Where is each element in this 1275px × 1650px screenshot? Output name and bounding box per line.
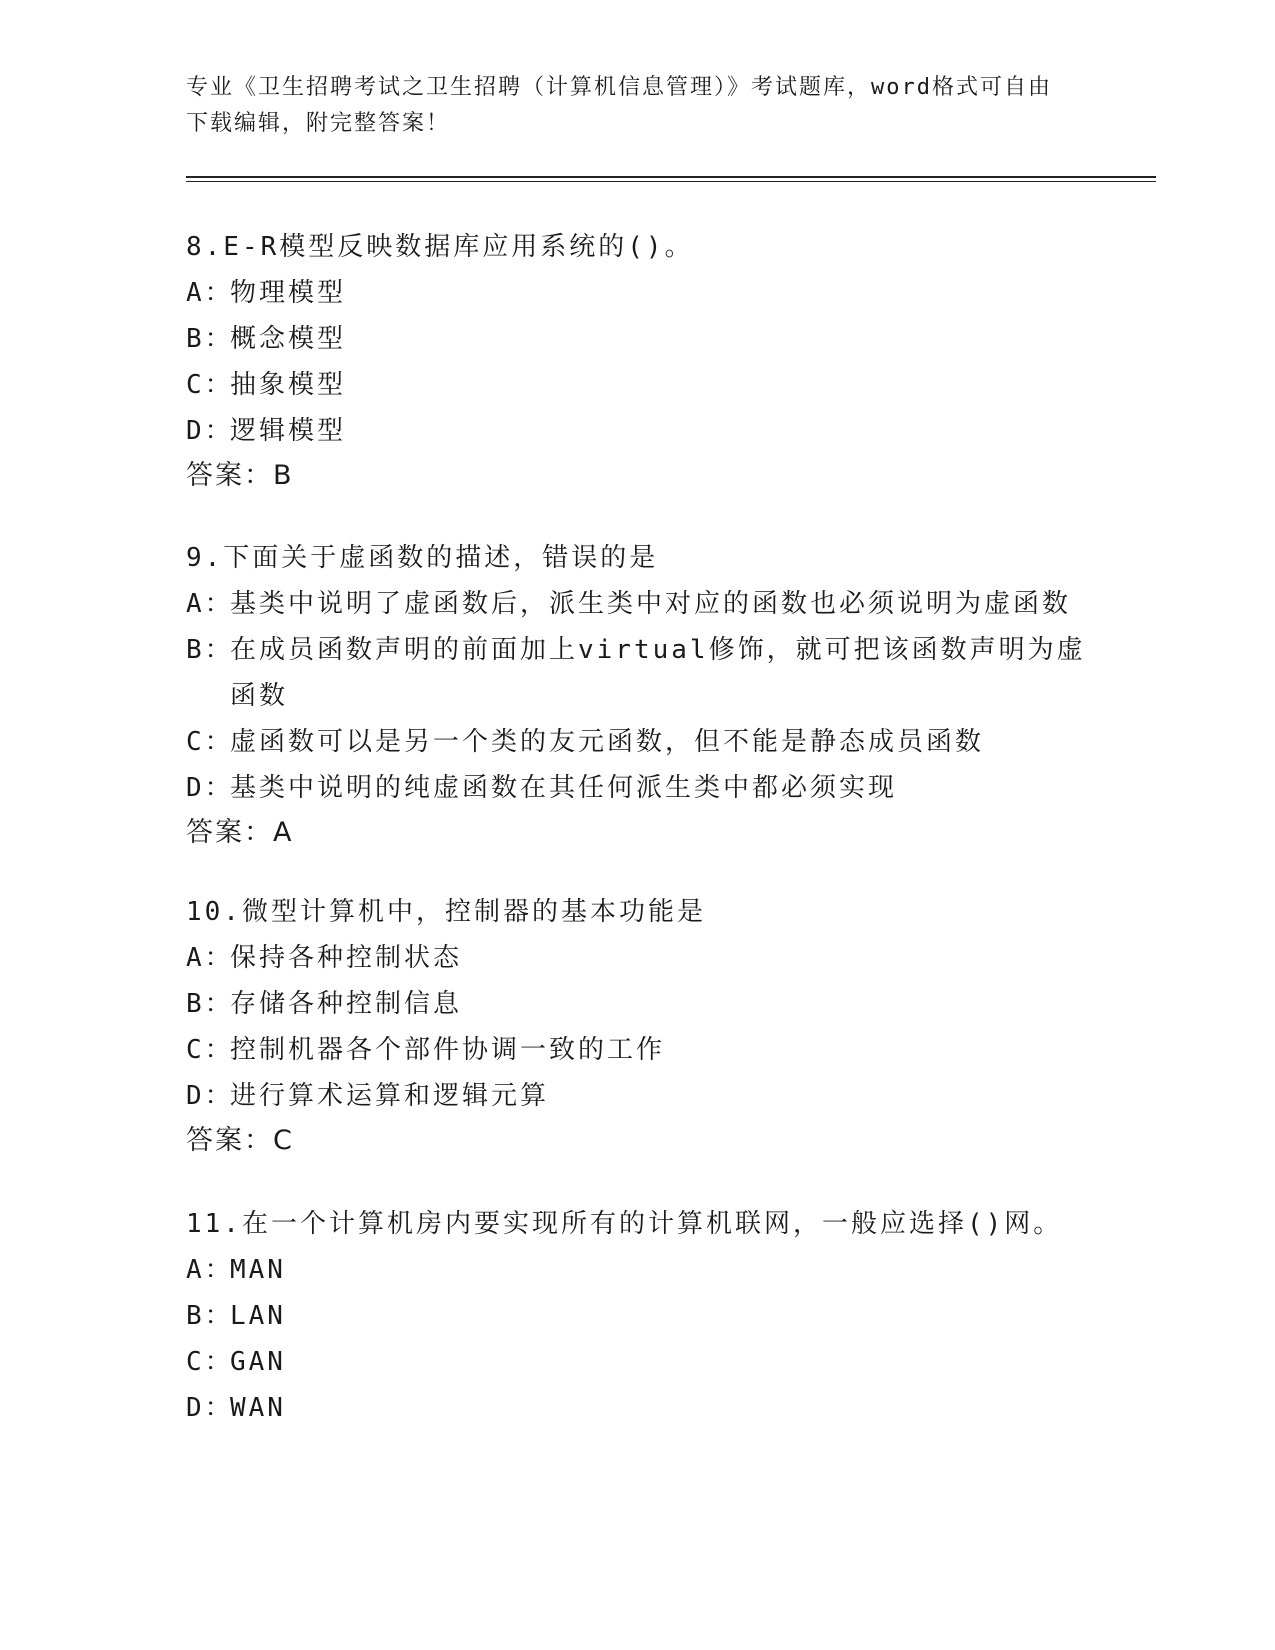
question-9 (186, 535, 1086, 855)
question-8 (186, 224, 1086, 498)
option-letter: C： (186, 1347, 234, 1377)
answer-line: 答案：B (186, 460, 294, 491)
option-letter: D： (186, 1081, 234, 1111)
option-text: 进行算术运算和逻辑元算 (230, 1081, 550, 1111)
option-letter: B： (186, 324, 234, 354)
option-a (186, 935, 1086, 981)
option-letter: A： (186, 943, 234, 973)
option-text: 控制机器各个部件协调一致的工作 (230, 1035, 666, 1065)
option-b (186, 316, 1086, 362)
option-letter: A： (186, 589, 234, 619)
option-letter: C： (186, 1035, 234, 1065)
answer-line: 答案：C (186, 1125, 294, 1156)
option-a (186, 1247, 1086, 1293)
option-text: WAN (230, 1393, 286, 1423)
option-text: 概念模型 (230, 324, 347, 354)
option-text: MAN (230, 1255, 286, 1285)
answer-line: 答案：A (186, 817, 294, 848)
option-letter: B： (186, 635, 234, 665)
option-d (186, 1073, 1086, 1119)
option-letter: D： (186, 416, 234, 446)
option-letter: A： (186, 278, 234, 308)
option-b (186, 1293, 1086, 1339)
option-text: GAN (230, 1347, 286, 1377)
option-text: LAN (230, 1301, 286, 1331)
option-letter: B： (186, 989, 234, 1019)
header-rule-thick (186, 176, 1156, 178)
option-d (186, 1385, 1086, 1431)
option-c (186, 362, 1086, 408)
option-a (186, 270, 1086, 316)
question-stem: 10.微型计算机中，控制器的基本功能是 (186, 897, 706, 927)
option-text: 逻辑模型 (230, 416, 347, 446)
question-11 (186, 1201, 1086, 1431)
option-a (186, 581, 1086, 627)
option-d (186, 765, 1086, 811)
question-stem: 9.下面关于虚函数的描述，错误的是 (186, 543, 659, 573)
option-c (186, 1027, 1086, 1073)
option-b (186, 981, 1086, 1027)
option-text: 物理模型 (230, 278, 347, 308)
option-text: 保持各种控制状态 (230, 943, 463, 973)
header-rule-thin (186, 181, 1156, 182)
document-header: 专业《卫生招聘考试之卫生招聘（计算机信息管理）》考试题库，word格式可自由下载编辑，附完整答案！ (186, 75, 1052, 136)
option-letter: B： (186, 1301, 234, 1331)
option-text: 虚函数可以是另一个类的友元函数，但不能是静态成员函数 (230, 727, 985, 757)
option-c (186, 1339, 1086, 1385)
question-stem: 11.在一个计算机房内要实现所有的计算机联网，一般应选择()网。 (186, 1209, 1063, 1239)
option-letter: C： (186, 370, 234, 400)
option-text: 在成员函数声明的前面加上virtual修饰，就可把该函数声明为虚函数 (230, 635, 1086, 711)
option-text: 抽象模型 (230, 370, 347, 400)
option-letter: A： (186, 1255, 234, 1285)
option-text: 存储各种控制信息 (230, 989, 463, 1019)
option-b (186, 627, 1086, 719)
option-c (186, 719, 1086, 765)
option-letter: D： (186, 1393, 234, 1423)
option-text: 基类中说明的纯虚函数在其任何派生类中都必须实现 (230, 773, 898, 803)
option-letter: C： (186, 727, 234, 757)
question-10 (186, 889, 1086, 1163)
option-letter: D： (186, 773, 234, 803)
question-stem: 8.E-R模型反映数据库应用系统的()。 (186, 232, 694, 262)
option-d (186, 408, 1086, 454)
option-text: 基类中说明了虚函数后，派生类中对应的函数也必须说明为虚函数 (230, 589, 1072, 619)
